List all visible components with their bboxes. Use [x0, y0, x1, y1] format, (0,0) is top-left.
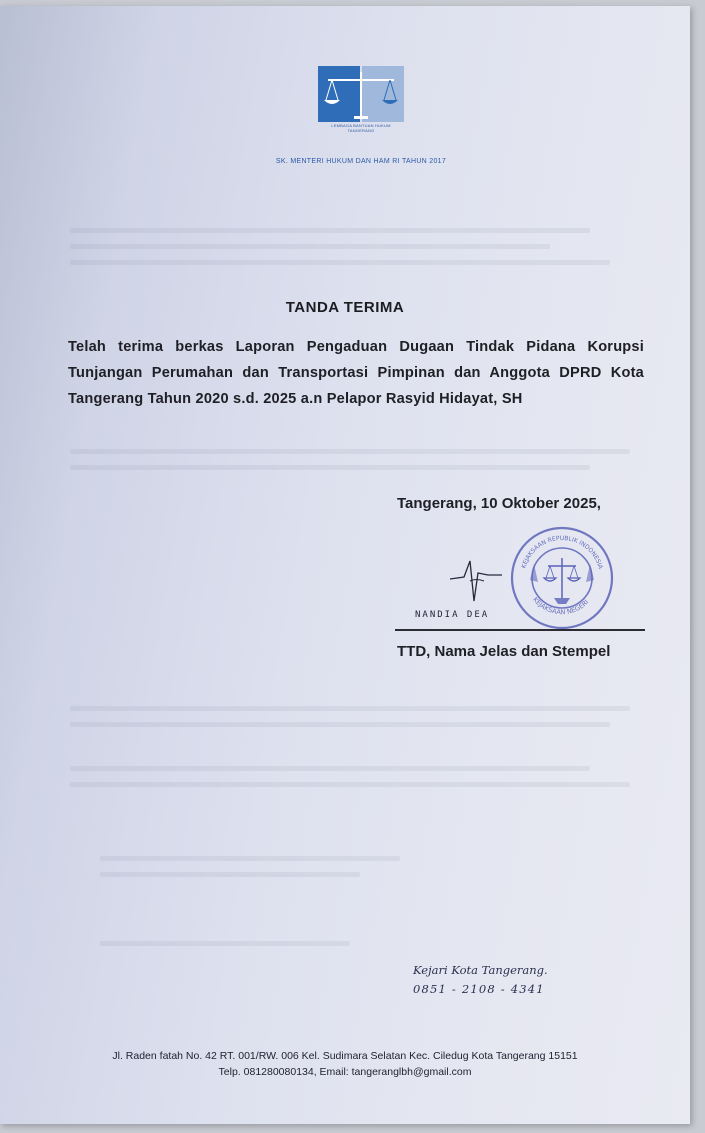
handwritten-note [413, 961, 548, 999]
document-title: TANDA TERIMA [285, 299, 405, 316]
signature-caption: TTD, Nama Jelas dan Stempel [397, 643, 611, 660]
lbh-scales-logo [318, 66, 404, 122]
show-through-line [100, 856, 400, 861]
note-line2: 0851 - 2108 - 4341 [413, 982, 545, 996]
logo-caption-line1: LEMBAGA BANTUAN HUKUM [331, 123, 391, 128]
logo-caption-line2: TANGERANG [347, 128, 375, 133]
show-through-line [70, 706, 630, 711]
show-through-line [70, 449, 630, 454]
show-through-line [70, 722, 610, 727]
stamp-bottom-text: KEJAKSAAN NEGERI [531, 595, 591, 617]
place-date: Tangerang, 10 Oktober 2025, [397, 495, 601, 512]
logo-caption [305, 123, 417, 133]
document-body: Telah terima berkas Laporan Pengaduan Dugaan Tindak Pidana Korupsi Tunjangan Perumahan dan Transportasi Pimpinan dan Anggota DPRD Kota Tangerang Tahun 2020 s.d. 2025 a.n Pelapor Rasyid Hidayat, SH [68, 339, 644, 407]
show-through-line [70, 228, 590, 233]
show-through-line [100, 872, 360, 877]
show-through-line [70, 244, 550, 249]
signature-line [395, 629, 645, 631]
document-page [0, 6, 690, 1124]
sk-decree-text: SK. MENTERI HUKUM DAN HAM RI TAHUN 2017 [275, 158, 447, 165]
signer-name: NANDIA DEA [415, 610, 490, 620]
note-line1: Kejari Kota Tangerang. [413, 963, 548, 977]
show-through-line [70, 766, 590, 771]
handwritten-signature [440, 551, 540, 611]
stamp-top-text: KEJAKSAAN REPUBLIK INDONESIA [520, 534, 604, 570]
show-through-line [70, 782, 630, 787]
show-through-line [70, 465, 590, 470]
letterhead-footer [0, 1048, 690, 1080]
footer-contact: Telp. 081280080134, Email: tangeranglbh@gmail.com [218, 1066, 472, 1078]
show-through-line [100, 941, 350, 946]
footer-address: Jl. Raden fatah No. 42 RT. 001/RW. 006 Kel. Sudimara Selatan Kec. Ciledug Kota Tangerang 15151 [112, 1050, 578, 1062]
show-through-line [70, 260, 610, 265]
